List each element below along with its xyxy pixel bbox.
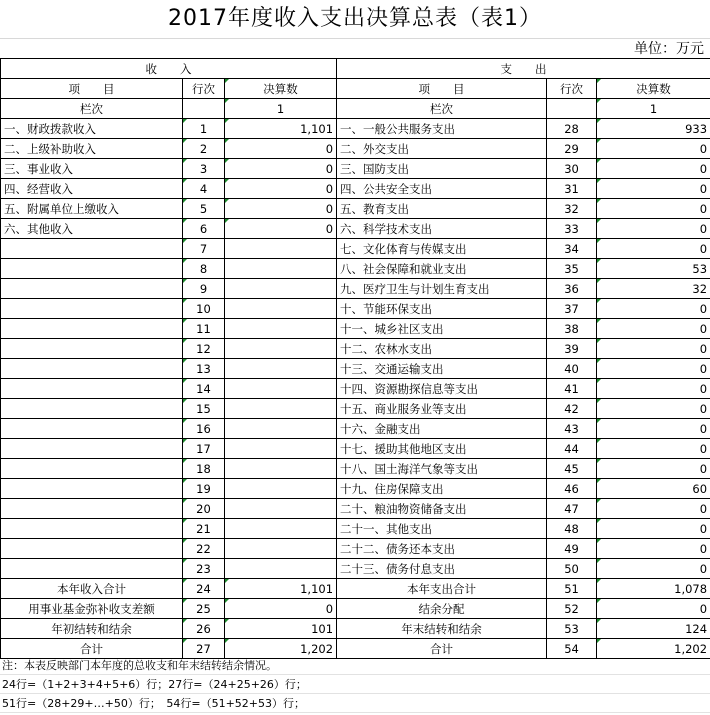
expense-line-no: 30 bbox=[547, 159, 597, 179]
income-item-name bbox=[1, 299, 183, 319]
income-line-no: 23 bbox=[183, 559, 225, 579]
income-line-no: 6 bbox=[183, 219, 225, 239]
item-rows bbox=[1, 119, 710, 579]
expense-item-name: 二十二、债务还本支出 bbox=[337, 539, 547, 559]
expense-item-name: 三、国防支出 bbox=[337, 159, 547, 179]
income-line-no: 18 bbox=[183, 459, 225, 479]
income-item-name bbox=[1, 519, 183, 539]
expense-line-no: 38 bbox=[547, 319, 597, 339]
income-summary-amount: 1,202 bbox=[225, 639, 337, 659]
expense-line-no: 45 bbox=[547, 459, 597, 479]
table-row bbox=[1, 379, 710, 399]
income-item-header: 项 目 bbox=[1, 79, 183, 99]
expense-line-no: 48 bbox=[547, 519, 597, 539]
income-summary-name: 合计 bbox=[1, 639, 183, 659]
note-line: 51行=（28+29+…+50）行； 54行=（51+52+53）行； bbox=[0, 694, 710, 713]
expense-amount: 0 bbox=[597, 299, 710, 319]
table-row bbox=[1, 519, 710, 539]
expense-item-name: 二十一、其他支出 bbox=[337, 519, 547, 539]
expense-amount: 0 bbox=[597, 359, 710, 379]
table-row bbox=[1, 459, 710, 479]
expense-summary-name: 结余分配 bbox=[337, 599, 547, 619]
income-item-name: 二、上级补助收入 bbox=[1, 139, 183, 159]
table-row bbox=[1, 199, 710, 219]
expense-line-no: 32 bbox=[547, 199, 597, 219]
income-amount: 0 bbox=[225, 159, 337, 179]
expense-column-blank bbox=[547, 99, 597, 119]
expense-amount: 0 bbox=[597, 319, 710, 339]
expense-amount: 0 bbox=[597, 559, 710, 579]
report-title: 2017年度收入支出决算总表（表1） bbox=[168, 6, 542, 31]
income-summary-name: 年初结转和结余 bbox=[1, 619, 183, 639]
income-summary-line: 25 bbox=[183, 599, 225, 619]
expense-line-no: 50 bbox=[547, 559, 597, 579]
income-item-name bbox=[1, 379, 183, 399]
expense-line-no: 47 bbox=[547, 499, 597, 519]
expense-amount: 0 bbox=[597, 159, 710, 179]
expense-line-no: 35 bbox=[547, 259, 597, 279]
expense-line-no: 46 bbox=[547, 479, 597, 499]
income-amount bbox=[225, 399, 337, 419]
income-column-no: 1 bbox=[225, 99, 337, 119]
income-line-no: 10 bbox=[183, 299, 225, 319]
table-row bbox=[1, 539, 710, 559]
table-row bbox=[1, 319, 710, 339]
column-label-row bbox=[1, 99, 710, 119]
expense-amount: 0 bbox=[597, 239, 710, 259]
expense-amount: 0 bbox=[597, 219, 710, 239]
expense-summary-name: 本年支出合计 bbox=[337, 579, 547, 599]
income-summary-line: 26 bbox=[183, 619, 225, 639]
expense-summary-amount: 0 bbox=[597, 599, 710, 619]
income-line-no: 8 bbox=[183, 259, 225, 279]
column-header-row bbox=[1, 79, 710, 99]
expense-amount: 0 bbox=[597, 439, 710, 459]
expense-summary-amount: 1,078 bbox=[597, 579, 710, 599]
income-amount: 0 bbox=[225, 199, 337, 219]
unit-label: 单位：万元 bbox=[634, 41, 704, 57]
expense-line-no: 33 bbox=[547, 219, 597, 239]
summary-row bbox=[1, 619, 710, 639]
expense-amount-header: 决算数 bbox=[597, 79, 710, 99]
income-amount bbox=[225, 299, 337, 319]
income-line-no: 5 bbox=[183, 199, 225, 219]
expense-summary-name: 年末结转和结余 bbox=[337, 619, 547, 639]
income-amount bbox=[225, 539, 337, 559]
income-line-no: 15 bbox=[183, 399, 225, 419]
income-amount bbox=[225, 499, 337, 519]
expense-line-no: 42 bbox=[547, 399, 597, 419]
income-amount bbox=[225, 559, 337, 579]
expense-line-no: 44 bbox=[547, 439, 597, 459]
table-row bbox=[1, 239, 710, 259]
income-amount-header: 决算数 bbox=[225, 79, 337, 99]
expense-line-no: 34 bbox=[547, 239, 597, 259]
expense-summary-amount: 124 bbox=[597, 619, 710, 639]
summary-row bbox=[1, 579, 710, 599]
income-item-name bbox=[1, 399, 183, 419]
expense-line-header: 行次 bbox=[547, 79, 597, 99]
expense-amount: 933 bbox=[597, 119, 710, 139]
expense-amount: 32 bbox=[597, 279, 710, 299]
expense-item-name: 九、医疗卫生与计划生育支出 bbox=[337, 279, 547, 299]
expense-item-name: 十一、城乡社区支出 bbox=[337, 319, 547, 339]
expense-item-name: 十五、商业服务业等支出 bbox=[337, 399, 547, 419]
table-row bbox=[1, 499, 710, 519]
expense-item-name: 十七、援助其他地区支出 bbox=[337, 439, 547, 459]
expense-item-header: 项 目 bbox=[337, 79, 547, 99]
expense-summary-line: 52 bbox=[547, 599, 597, 619]
note-line: 24行=（1+2+3+4+5+6）行；27行=（24+25+26）行； bbox=[0, 675, 710, 694]
expense-line-no: 31 bbox=[547, 179, 597, 199]
unit-row bbox=[0, 38, 710, 58]
expense-item-name: 十三、交通运输支出 bbox=[337, 359, 547, 379]
income-line-no: 21 bbox=[183, 519, 225, 539]
income-line-no: 20 bbox=[183, 499, 225, 519]
expense-amount: 0 bbox=[597, 339, 710, 359]
income-item-name: 三、事业收入 bbox=[1, 159, 183, 179]
income-section-header: 收 入 bbox=[1, 59, 337, 79]
income-line-no: 12 bbox=[183, 339, 225, 359]
table-row bbox=[1, 439, 710, 459]
income-amount bbox=[225, 419, 337, 439]
income-amount bbox=[225, 379, 337, 399]
income-line-header: 行次 bbox=[183, 79, 225, 99]
expense-item-name: 二十、粮油物资储备支出 bbox=[337, 499, 547, 519]
expense-item-name: 二十三、债务付息支出 bbox=[337, 559, 547, 579]
summary-row bbox=[1, 599, 710, 619]
income-item-name bbox=[1, 279, 183, 299]
expense-item-name: 十二、农林水支出 bbox=[337, 339, 547, 359]
income-amount: 0 bbox=[225, 139, 337, 159]
income-item-name bbox=[1, 459, 183, 479]
expense-section-header: 支 出 bbox=[337, 59, 710, 79]
income-amount bbox=[225, 479, 337, 499]
expense-line-no: 40 bbox=[547, 359, 597, 379]
table-row bbox=[1, 299, 710, 319]
expense-amount: 0 bbox=[597, 459, 710, 479]
income-item-name bbox=[1, 239, 183, 259]
expense-amount: 0 bbox=[597, 539, 710, 559]
expense-summary-line: 51 bbox=[547, 579, 597, 599]
expense-summary-line: 53 bbox=[547, 619, 597, 639]
income-line-no: 14 bbox=[183, 379, 225, 399]
income-line-no: 17 bbox=[183, 439, 225, 459]
income-item-name bbox=[1, 439, 183, 459]
expense-amount: 0 bbox=[597, 499, 710, 519]
expense-amount: 0 bbox=[597, 179, 710, 199]
income-item-name bbox=[1, 359, 183, 379]
income-amount: 0 bbox=[225, 179, 337, 199]
expense-item-name: 十八、国土海洋气象等支出 bbox=[337, 459, 547, 479]
expense-amount: 0 bbox=[597, 139, 710, 159]
income-amount bbox=[225, 259, 337, 279]
expense-amount: 0 bbox=[597, 199, 710, 219]
table-row bbox=[1, 179, 710, 199]
income-amount bbox=[225, 339, 337, 359]
summary-rows bbox=[1, 579, 710, 659]
income-line-no: 1 bbox=[183, 119, 225, 139]
income-summary-amount: 101 bbox=[225, 619, 337, 639]
expense-item-name: 十六、金融支出 bbox=[337, 419, 547, 439]
expense-item-name: 四、公共安全支出 bbox=[337, 179, 547, 199]
expense-column-no: 1 bbox=[597, 99, 710, 119]
table-row bbox=[1, 219, 710, 239]
table-row bbox=[1, 479, 710, 499]
table-row bbox=[1, 279, 710, 299]
income-amount bbox=[225, 519, 337, 539]
income-amount bbox=[225, 359, 337, 379]
budget-table bbox=[0, 58, 710, 659]
income-summary-name: 用事业基金弥补收支差额 bbox=[1, 599, 183, 619]
expense-amount: 0 bbox=[597, 399, 710, 419]
income-amount bbox=[225, 279, 337, 299]
income-item-name bbox=[1, 339, 183, 359]
expense-line-no: 41 bbox=[547, 379, 597, 399]
expense-item-name: 五、教育支出 bbox=[337, 199, 547, 219]
table-row bbox=[1, 399, 710, 419]
expense-amount: 0 bbox=[597, 379, 710, 399]
expense-item-name: 二、外交支出 bbox=[337, 139, 547, 159]
notes bbox=[0, 656, 710, 713]
expense-item-name: 八、社会保障和就业支出 bbox=[337, 259, 547, 279]
income-line-no: 11 bbox=[183, 319, 225, 339]
income-column-blank bbox=[183, 99, 225, 119]
income-item-name: 四、经营收入 bbox=[1, 179, 183, 199]
table-row bbox=[1, 359, 710, 379]
income-summary-amount: 0 bbox=[225, 599, 337, 619]
expense-line-no: 43 bbox=[547, 419, 597, 439]
expense-line-no: 28 bbox=[547, 119, 597, 139]
income-summary-name: 本年收入合计 bbox=[1, 579, 183, 599]
table-row bbox=[1, 259, 710, 279]
income-line-no: 19 bbox=[183, 479, 225, 499]
expense-line-no: 49 bbox=[547, 539, 597, 559]
income-item-name bbox=[1, 479, 183, 499]
income-item-name bbox=[1, 499, 183, 519]
expense-item-name: 六、科学技术支出 bbox=[337, 219, 547, 239]
income-amount bbox=[225, 439, 337, 459]
income-line-no: 13 bbox=[183, 359, 225, 379]
income-item-name bbox=[1, 419, 183, 439]
expense-summary-line: 54 bbox=[547, 639, 597, 659]
expense-line-no: 29 bbox=[547, 139, 597, 159]
expense-line-no: 39 bbox=[547, 339, 597, 359]
expense-summary-name: 合计 bbox=[337, 639, 547, 659]
income-column-label: 栏次 bbox=[1, 99, 183, 119]
expense-item-name: 七、文化体育与传媒支出 bbox=[337, 239, 547, 259]
income-item-name: 六、其他收入 bbox=[1, 219, 183, 239]
income-amount bbox=[225, 239, 337, 259]
income-item-name bbox=[1, 559, 183, 579]
expense-item-name: 十四、资源勘探信息等支出 bbox=[337, 379, 547, 399]
income-line-no: 9 bbox=[183, 279, 225, 299]
income-item-name: 五、附属单位上缴收入 bbox=[1, 199, 183, 219]
income-line-no: 16 bbox=[183, 419, 225, 439]
expense-summary-amount: 1,202 bbox=[597, 639, 710, 659]
table-row bbox=[1, 119, 710, 139]
table-row bbox=[1, 139, 710, 159]
section-header-row bbox=[1, 59, 710, 79]
table-row bbox=[1, 159, 710, 179]
income-line-no: 22 bbox=[183, 539, 225, 559]
expense-amount: 0 bbox=[597, 419, 710, 439]
income-summary-line: 27 bbox=[183, 639, 225, 659]
expense-column-label: 栏次 bbox=[337, 99, 547, 119]
expense-line-no: 36 bbox=[547, 279, 597, 299]
table-row bbox=[1, 419, 710, 439]
income-line-no: 4 bbox=[183, 179, 225, 199]
income-summary-line: 24 bbox=[183, 579, 225, 599]
income-item-name bbox=[1, 319, 183, 339]
expense-amount: 60 bbox=[597, 479, 710, 499]
note-line: 注：本表反映部门本年度的总收支和年末结转结余情况。 bbox=[0, 656, 710, 675]
income-line-no: 7 bbox=[183, 239, 225, 259]
expense-line-no: 37 bbox=[547, 299, 597, 319]
income-line-no: 2 bbox=[183, 139, 225, 159]
income-line-no: 3 bbox=[183, 159, 225, 179]
table-row bbox=[1, 559, 710, 579]
income-amount bbox=[225, 319, 337, 339]
income-amount: 1,101 bbox=[225, 119, 337, 139]
expense-item-name: 一、一般公共服务支出 bbox=[337, 119, 547, 139]
income-amount: 0 bbox=[225, 219, 337, 239]
expense-item-name: 十、节能环保支出 bbox=[337, 299, 547, 319]
income-item-name bbox=[1, 539, 183, 559]
expense-item-name: 十九、住房保障支出 bbox=[337, 479, 547, 499]
income-item-name: 一、财政拨款收入 bbox=[1, 119, 183, 139]
expense-amount: 53 bbox=[597, 259, 710, 279]
income-amount bbox=[225, 459, 337, 479]
income-item-name bbox=[1, 259, 183, 279]
table-row bbox=[1, 339, 710, 359]
income-summary-amount: 1,101 bbox=[225, 579, 337, 599]
expense-amount: 0 bbox=[597, 519, 710, 539]
